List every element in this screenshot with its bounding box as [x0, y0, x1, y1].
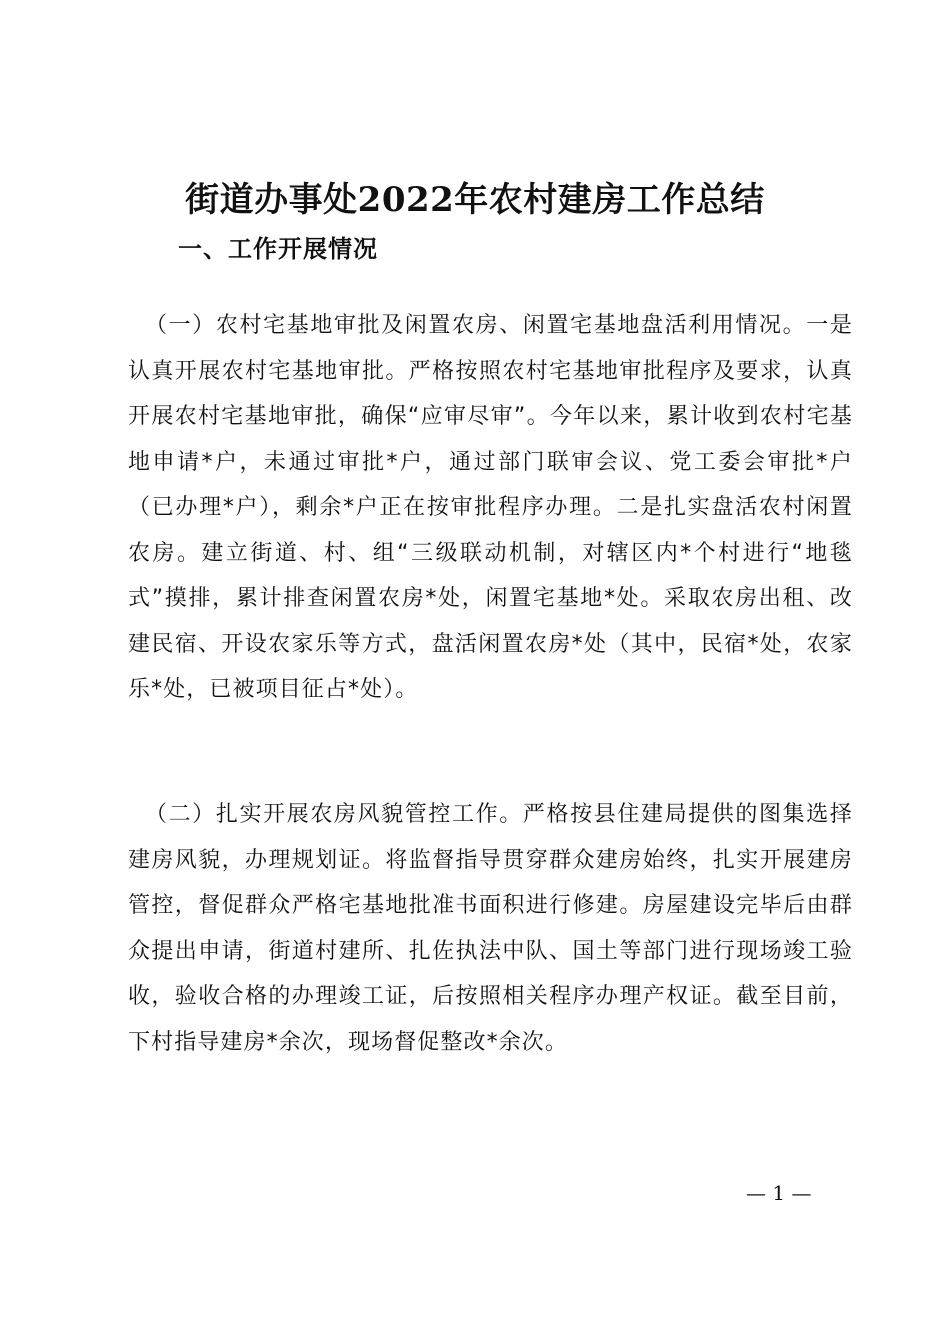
document-title: 街道办事处2022年农村建房工作总结	[185, 180, 765, 220]
page-number: — 1 —	[746, 1181, 812, 1205]
section-heading: 一、工作开展情况	[178, 235, 378, 263]
body-paragraph-2: （二）扎实开展农房风貌管控工作。严格按县住建局提供的图集选择建房风貌，办理规划证。将监督指导贯穿群众建房始终，扎实开展建房管控，督促群众严格宅基地批准书面积进行修建。房屋建设完毕后由群众提出申请，街道村建所、扎佐执法中队、国土等部门进行现场竣工验收，验收合格的办理竣工证，后按照相关程序办理产权证。截至目前，下村指导建房*余次，现场督促整改*余次。	[128, 802, 853, 1055]
body-paragraph-1: （一）农村宅基地审批及闲置农房、闲置宅基地盘活利用情况。一是认真开展农村宅基地审批。严格按照农村宅基地审批程序及要求，认真开展农村宅基地审批，确保“应审尽审”。今年以来，累计收到农村宅基地申请*户，未通过审批*户，通过部门联审会议、党工委会审批*户（已办理*户），剩余*户正在按审批程序办理。二是扎实盘活农村闲置农房。建立街道、村、组“三级联动机制，对辖区内*个村进行“地毯式”摸排，累计排查闲置农房*处，闲置宅基地*处。采取农房出租、改建民宿、开设农家乐等方式，盘活闲置农房*处（其中，民宿*处，农家乐*处，已被项目征占*处）。	[128, 313, 853, 702]
